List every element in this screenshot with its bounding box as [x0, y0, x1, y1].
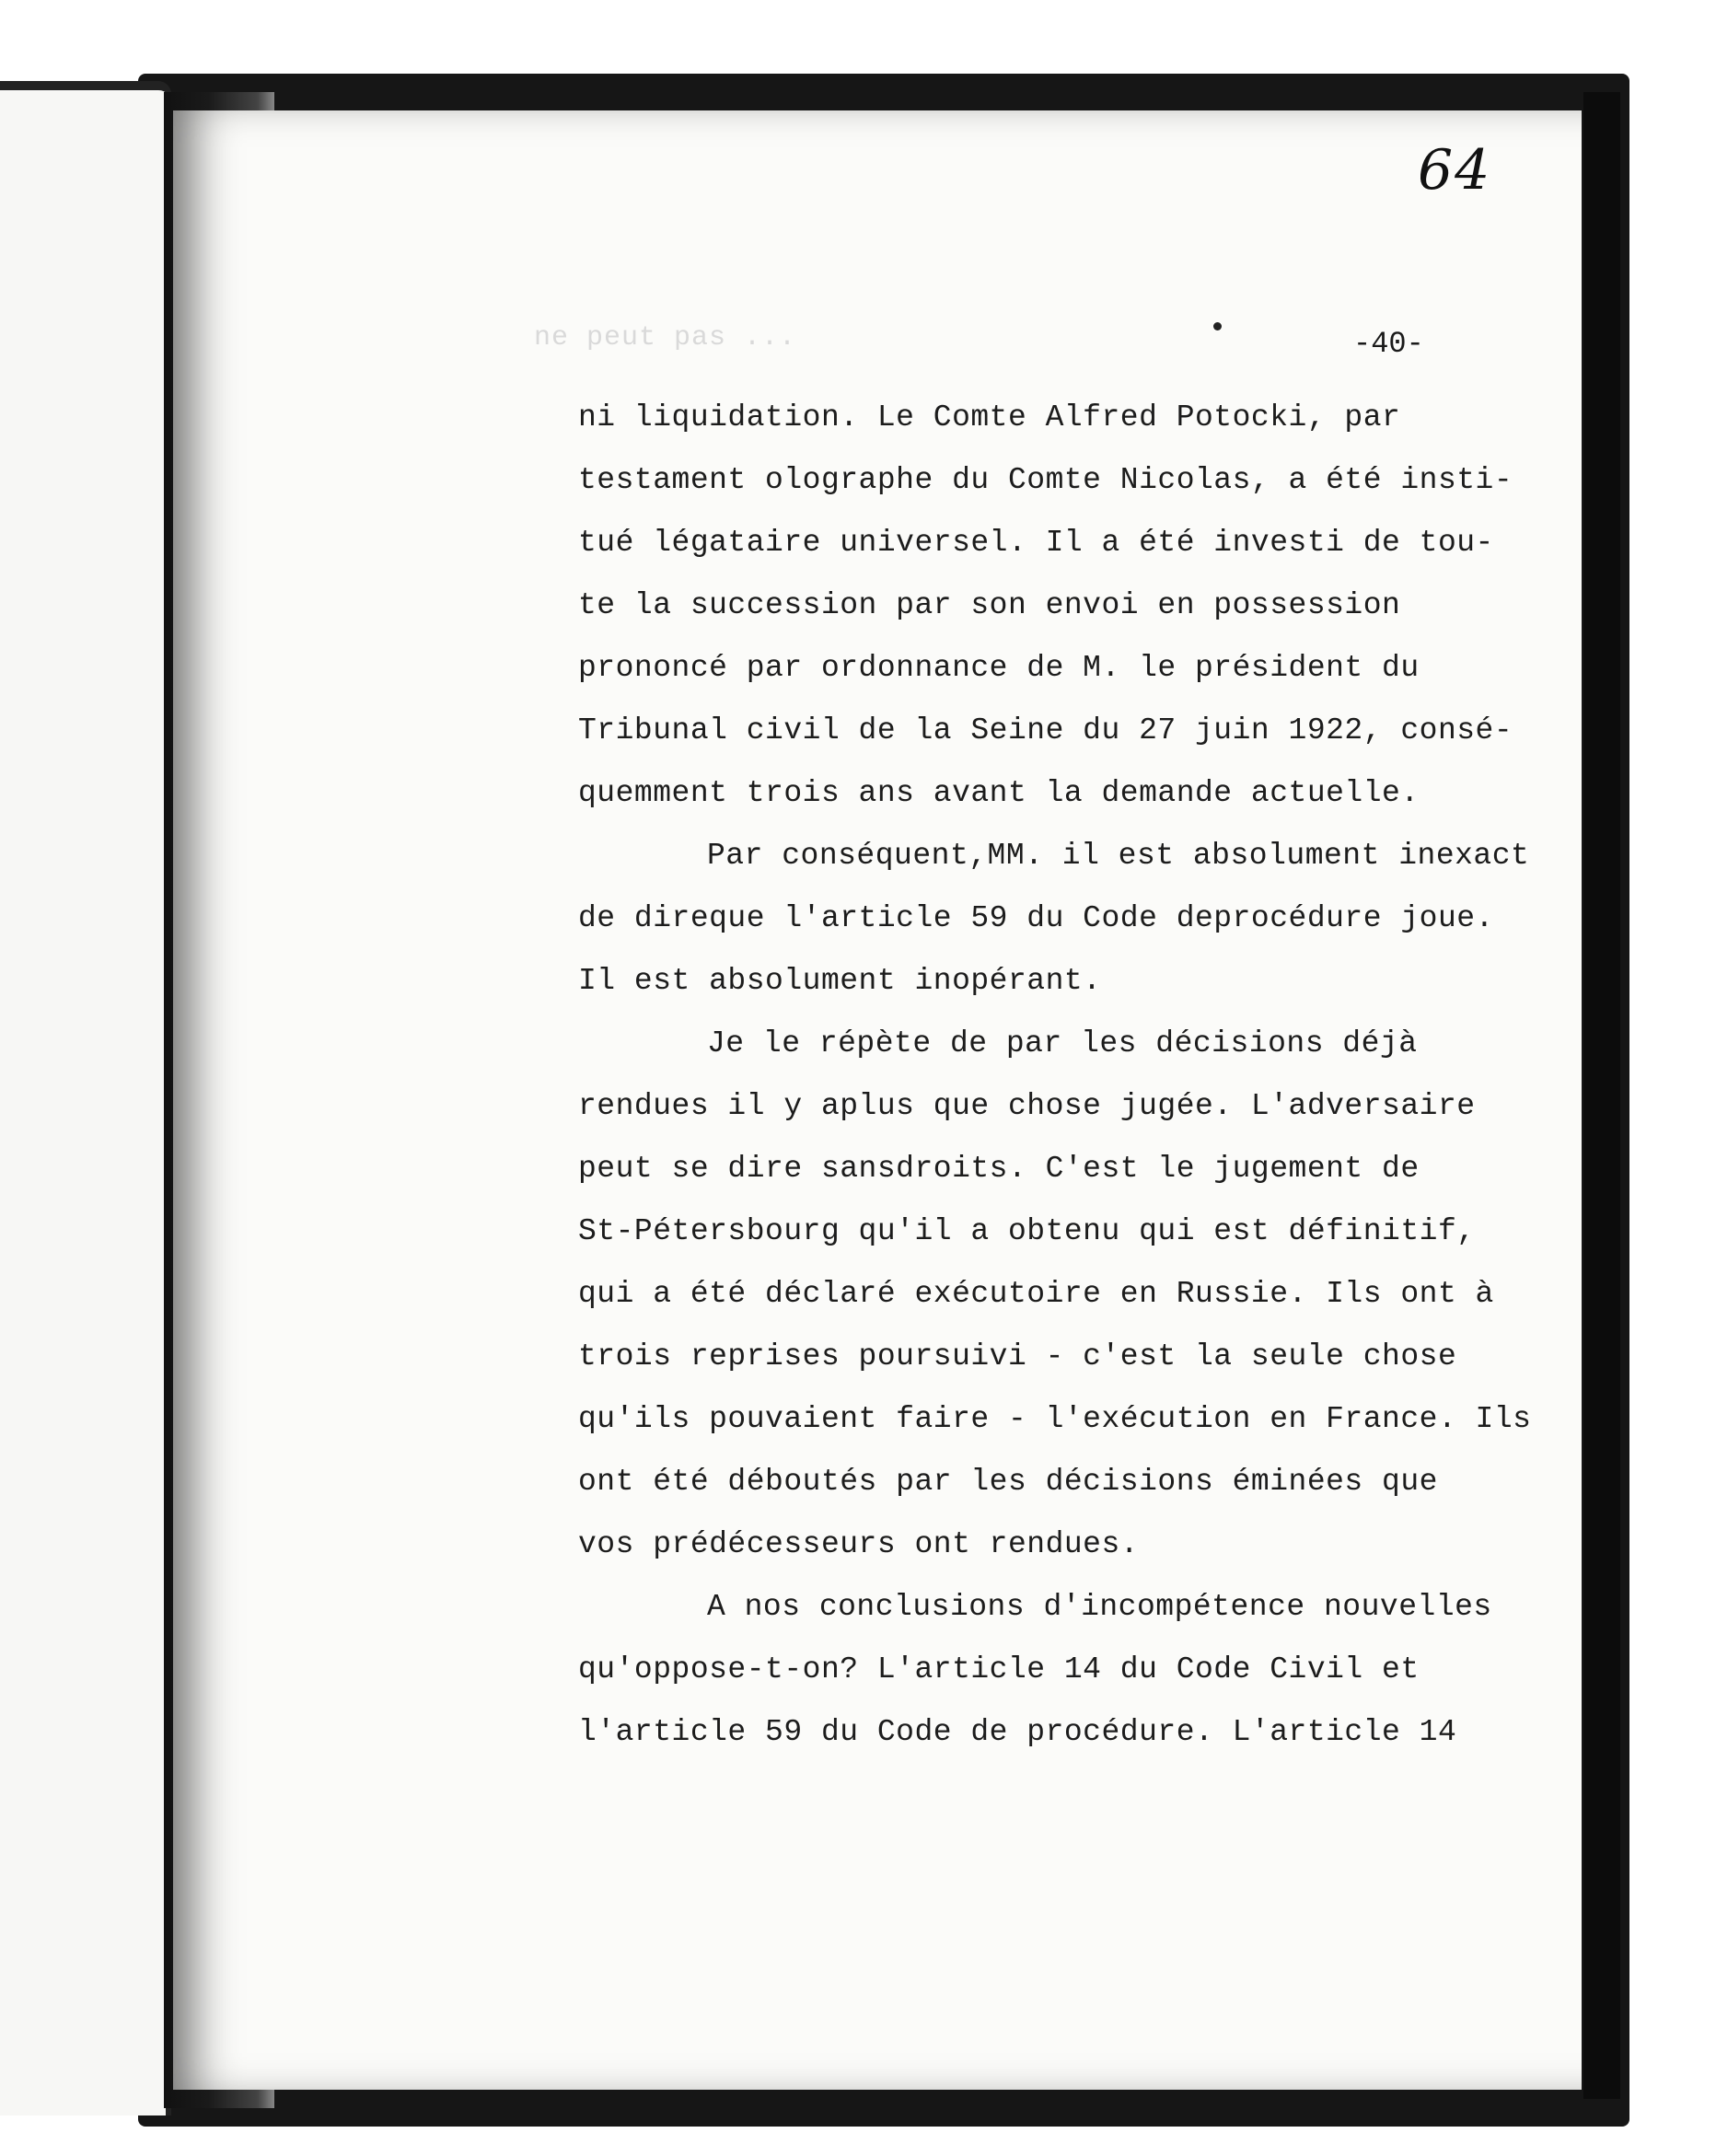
left-page	[0, 81, 171, 2115]
text-line: de direque l'article 59 du Code deprocédure joue.	[578, 901, 1494, 935]
text-line: te la succession par son envoi en possession	[578, 588, 1401, 622]
scanner-background	[0, 0, 1716, 81]
text-line: quemment trois ans avant la demande actuelle.	[578, 776, 1420, 810]
text-line: ni liquidation. Le Comte Alfred Potocki, par	[578, 400, 1401, 435]
text-line: St-Pétersbourg qu'il a obtenu qui est définitif,	[578, 1214, 1476, 1248]
body-text	[578, 387, 1554, 1764]
text-line: testament olographe du Comte Nicolas, a été insti-	[578, 463, 1513, 497]
page-edge-shadow	[1583, 92, 1620, 2099]
text-line: Par conséquent,MM. il est absolument inexact	[707, 839, 1530, 873]
text-line: A nos conclusions d'incompétence nouvelles	[707, 1590, 1492, 1624]
text-line: Tribunal civil de la Seine du 27 juin 1922, consé-	[578, 713, 1513, 748]
text-line: l'article 59 du Code de procédure. L'article 14	[578, 1715, 1457, 1749]
text-line: Je le répète de par les décisions déjà	[707, 1026, 1418, 1061]
ink-spot	[1213, 322, 1222, 330]
text-line: prononcé par ordonnance de M. le président du	[578, 651, 1420, 685]
text-line: ont été déboutés par les décisions éminées que	[578, 1465, 1438, 1499]
text-line: vos prédécesseurs ont rendues.	[578, 1527, 1140, 1561]
text-line: tué légataire universel. Il a été investi de tou-	[578, 526, 1494, 560]
folio-number: 64	[1418, 138, 1492, 203]
text-line: Il est absolument inopérant.	[578, 964, 1102, 998]
page-number: -40-	[1353, 327, 1424, 361]
text-line: rendues il y aplus que chose jugée. L'adversaire	[578, 1089, 1476, 1123]
text-line: peut se dire sansdroits. C'est le jugement de	[578, 1152, 1420, 1186]
text-line: qu'oppose-t-on? L'article 14 du Code Civil et	[578, 1652, 1420, 1687]
text-line: trois reprises poursuivi - c'est la seule chose	[578, 1339, 1457, 1374]
bleed-through-text: ne peut pas ...	[534, 322, 815, 354]
text-line: qu'ils pouvaient faire - l'exécution en France. Ils	[578, 1402, 1532, 1436]
text-line: qui a été déclaré exécutoire en Russie. Ils ont à	[578, 1277, 1494, 1311]
